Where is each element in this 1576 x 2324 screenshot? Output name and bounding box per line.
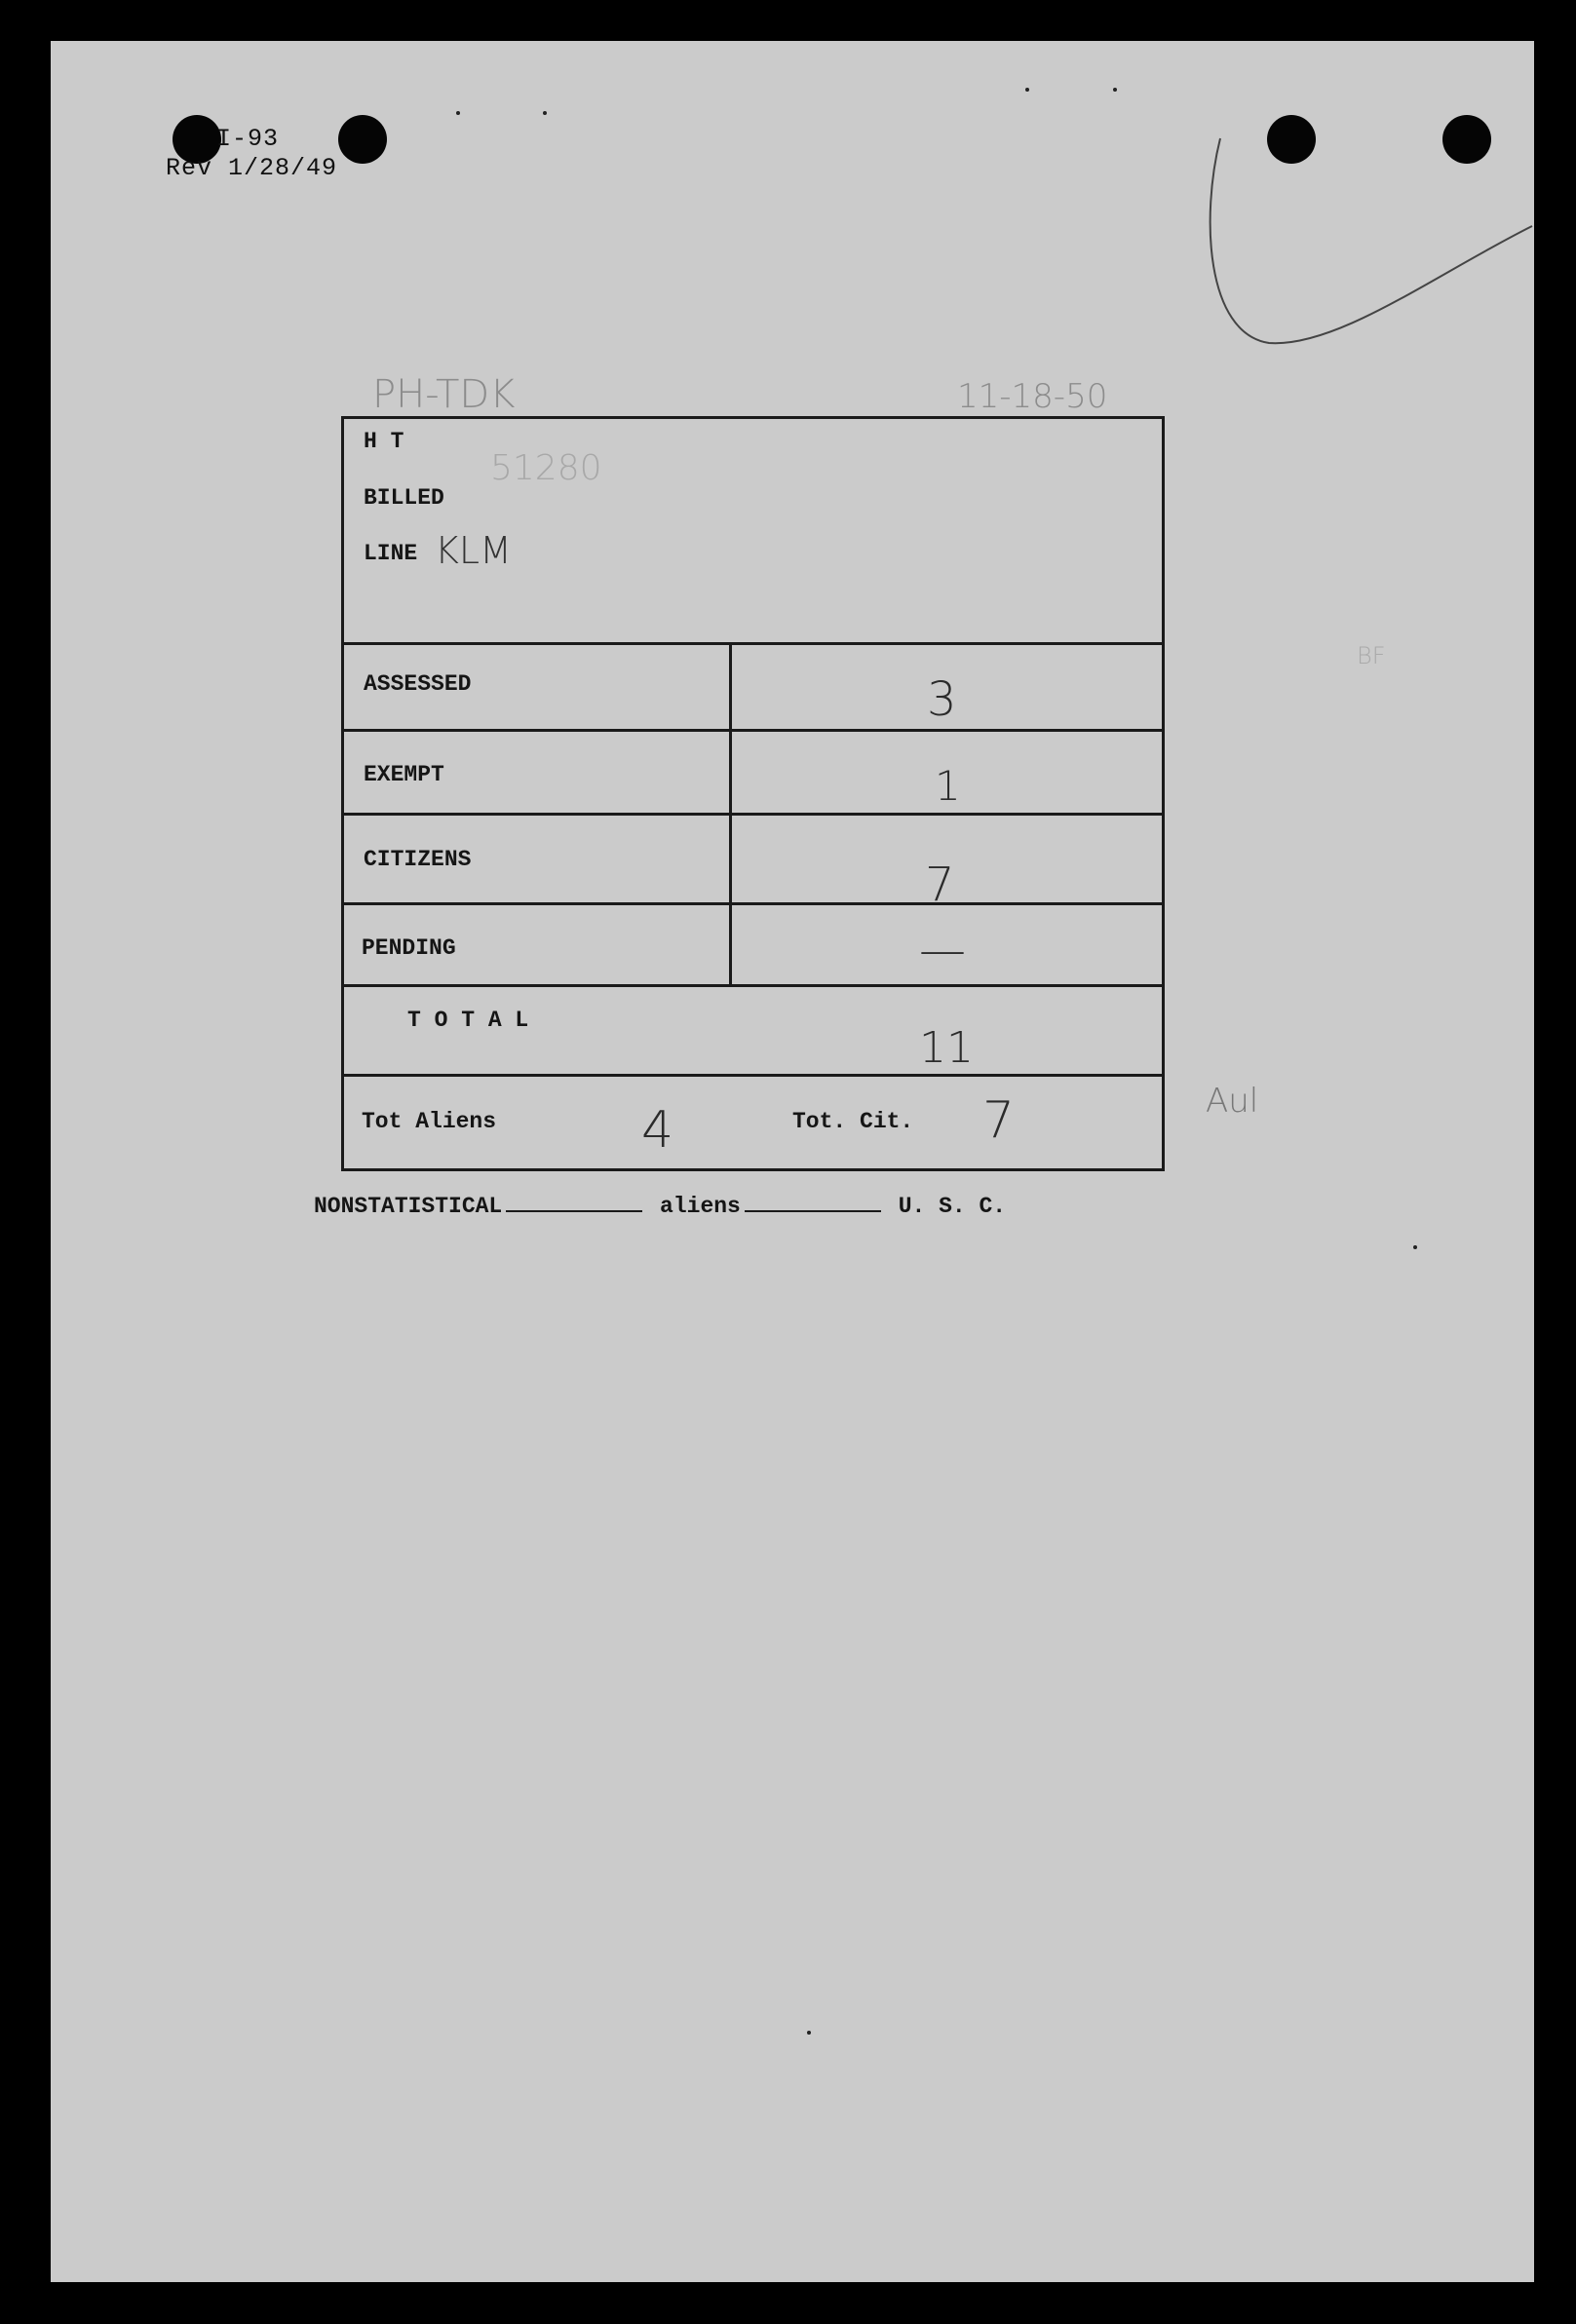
tot-aliens-value: 4: [641, 1101, 674, 1160]
nonstatistical-blank: [506, 1210, 642, 1212]
field-label-billed: BILLED: [364, 485, 444, 511]
row-label-exempt: EXEMPT: [364, 762, 444, 787]
nonstatistical-line: [314, 1194, 1006, 1219]
row-value-pending: —: [919, 923, 966, 977]
tot-cit-label: Tot. Cit.: [792, 1109, 914, 1134]
row-label-assessed: ASSESSED: [364, 671, 472, 697]
tot-aliens-label: Tot Aliens: [362, 1109, 497, 1134]
aliens-label: aliens: [660, 1194, 741, 1219]
document-page: [51, 41, 1534, 2282]
row-value-exempt: 1: [935, 762, 961, 810]
row-divider: [344, 729, 1162, 732]
row-divider: [344, 642, 1162, 645]
faint-stamped-number: 51280: [490, 448, 602, 488]
oval-initials: Aul: [1206, 1082, 1259, 1121]
row-divider: [344, 813, 1162, 816]
usc-label: U. S. C.: [898, 1194, 1007, 1219]
manifest-form-grid: [341, 416, 1165, 1171]
check-mark-icon: [51, 41, 1534, 431]
nonstatistical-label: NONSTATISTICAL: [314, 1194, 503, 1219]
date-written: 11-18-50: [957, 377, 1108, 416]
row-divider: [344, 984, 1162, 987]
row-divider: [344, 1074, 1162, 1077]
speck: [1413, 1245, 1417, 1249]
field-value-line: KLM: [435, 529, 512, 572]
revision-date: Rev 1/28/49: [166, 154, 338, 182]
field-label-ht: H T: [364, 429, 404, 454]
total-value: 11: [919, 1023, 974, 1073]
speck: [807, 2031, 811, 2035]
row-value-citizens: 7: [925, 857, 955, 912]
form-number: I-93: [216, 125, 280, 153]
row-label-citizens: CITIZENS: [364, 847, 472, 872]
aliens-blank: [745, 1210, 881, 1212]
flight-number: PH-TDK: [372, 372, 516, 417]
total-label: T O T A L: [407, 1008, 529, 1033]
row-divider: [344, 902, 1162, 905]
row-value-assessed: 3: [927, 672, 957, 727]
tot-cit-value: 7: [982, 1091, 1016, 1150]
column-divider: [729, 645, 732, 986]
row-label-pending: PENDING: [362, 935, 456, 961]
side-initials: BF: [1357, 642, 1386, 669]
field-label-line: LINE: [364, 541, 418, 566]
